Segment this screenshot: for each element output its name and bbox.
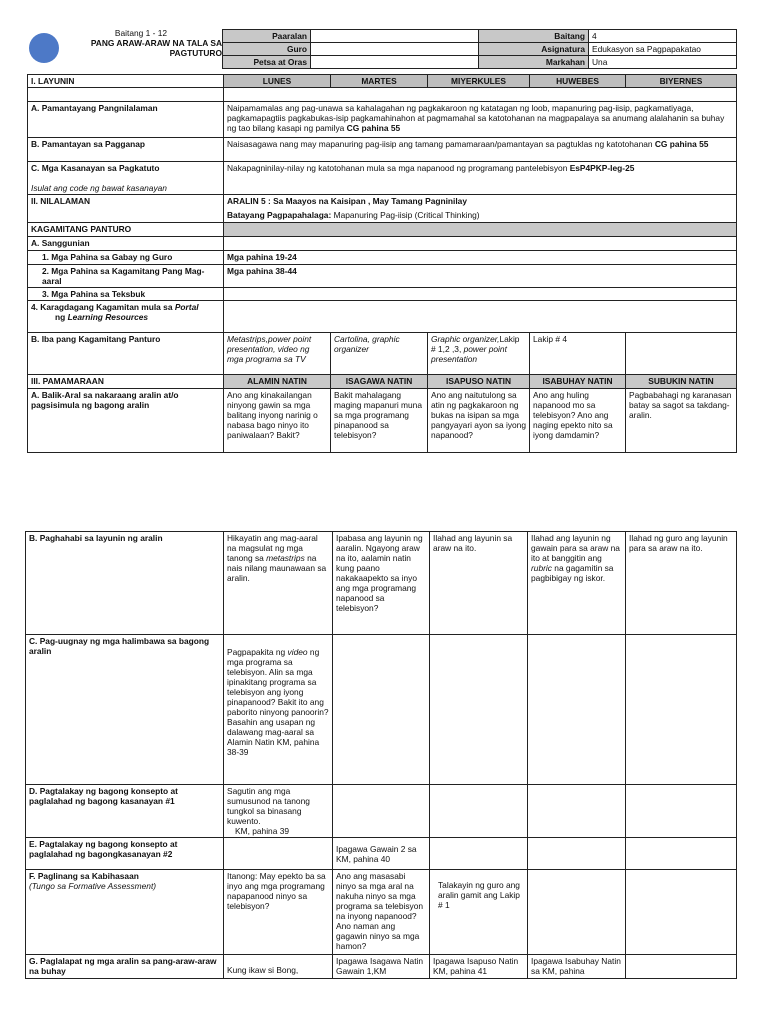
pamantayan-pagganap-label: B. Pamantayan sa Pagganap bbox=[28, 138, 224, 162]
kasanayan-sub: Isulat ang code ng bawat kasanayan bbox=[31, 183, 167, 193]
paghahabi-huwebes bbox=[528, 532, 626, 635]
karagdagang-text-3: ng bbox=[55, 312, 66, 322]
pagtalakay-1-label: D. Pagtalakay ng bagong konsepto at paglalahad ng bagong kasanayan #1 bbox=[26, 785, 224, 838]
pamantayang-pangnilalaman-label: A. Pamantayang Pangnilalaman bbox=[28, 102, 224, 138]
paghahabi-lunes-2: metastrips bbox=[266, 553, 305, 563]
kasanayan-code: EsP4PKP-Ieg-25 bbox=[569, 163, 635, 173]
iba-huwebes: Lakip # 4 bbox=[530, 333, 626, 375]
paghahabi-martes: Ipabasa ang layunin ng aaralin. Ngayong araw na ito, aalamin natin kung paano nakakaapekto sa inyo ang mga programang napanood sa telebisyon? bbox=[333, 532, 430, 635]
paaralan-field[interactable] bbox=[311, 30, 479, 43]
iba-martes: Cartolina, graphic organizer bbox=[331, 333, 428, 375]
paghahabi-lunes bbox=[224, 532, 333, 635]
baitang-label: Baitang bbox=[479, 30, 589, 43]
blank-cell bbox=[528, 838, 626, 870]
title-line-1: PANG ARAW-ARAW NA TALA SA bbox=[90, 38, 222, 48]
batayang-value: Mapanuring Pag-iisip (Critical Thinking) bbox=[333, 210, 480, 220]
day-lunes: LUNES bbox=[224, 75, 331, 88]
balik-huwebes: Ano ang huling napanood mo sa telebisyon? Ano ang naging epekto nito sa iyong damdamin? bbox=[530, 389, 626, 453]
pag-uugnay-lunes bbox=[224, 635, 333, 785]
balik-lunes: Ano ang kinakailangan ninyong gawin sa mga balitang inyong narinig o nabasa bago ninyo ito paniwalaan? Bakit? bbox=[224, 389, 331, 453]
pamantayang-pangnilalaman-text bbox=[224, 102, 737, 138]
paghahabi-huw-1: Ilahad ang layunin ng gawain para sa araw na ito at banggitin ang bbox=[531, 533, 620, 563]
balik-biyernes: Pagbabahagi ng karanasan batay sa sagot sa takdang-aralin. bbox=[626, 389, 737, 453]
day-huwebes: HUWEBES bbox=[530, 75, 626, 88]
balik-miyerkules: Ano ang naitutulong sa atin ng pagkakaroon ng bukas na isipan sa mga pangyayari ayon sa iyong napanood? bbox=[428, 389, 530, 453]
pamantayang-pangnilalaman-ref: CG pahina 55 bbox=[346, 123, 401, 133]
paghahabi-huw-2: rubric bbox=[531, 563, 552, 573]
pamamaraan-label: III. PAMAMARAAN bbox=[28, 375, 224, 389]
day-biyernes: BIYERNES bbox=[626, 75, 737, 88]
blank-cell bbox=[333, 785, 430, 838]
kasanayan-body: Nakapagninilay-nilay ng katotohanan mula sa mga napanood ng programang pantelebisyon bbox=[227, 163, 568, 173]
pagtalakay-1-lunes-ref: KM, pahina 39 bbox=[235, 826, 290, 836]
karagdagang-text-1: 4. Karagdagang Kagamitan mula sa bbox=[31, 302, 173, 312]
pag-uugnay-lunes-2: video bbox=[287, 647, 308, 657]
markahan-label: Markahan bbox=[479, 56, 589, 69]
school-logo bbox=[29, 33, 59, 63]
petsa-field[interactable] bbox=[311, 56, 479, 69]
blank-cell bbox=[224, 838, 333, 870]
lesson-table-2 bbox=[25, 531, 737, 979]
blank-cell bbox=[626, 333, 737, 375]
kagamitan-label: KAGAMITANG PANTURO bbox=[28, 223, 224, 237]
blank-cell bbox=[528, 635, 626, 785]
balik-aral-label: A. Balik-Aral sa nakaraang aralin at/o pagsisimula ng bagong aralin bbox=[28, 389, 224, 453]
phase-subukin: SUBUKIN NATIN bbox=[626, 375, 737, 389]
petsa-label: Petsa at Oras bbox=[223, 56, 311, 69]
karagdagang-label bbox=[28, 301, 224, 333]
pag-uugnay-label: C. Pag-uugnay ng mga halimbawa sa bagong aralin bbox=[26, 635, 224, 785]
blank-cell bbox=[528, 870, 626, 955]
blank-cell bbox=[626, 635, 737, 785]
pamantayang-pangnilalaman-body: Naipamamalas ang pag-unawa sa kahalagahan ng pagkakaroon ng katatagan ng loob, mapanuring pag-iisip, pagkamatiyaga, pagkamapagtiis pagkabukas-isip pagkamahinahon at pagmamahal sa katotohanan na magpapalaya sa anumang alalahanin sa buhay ng tao bilang kasapi ng pamilya bbox=[227, 103, 725, 133]
pamantayan-pagganap-body: Naisasagawa nang may mapanuring pag-iisip ang tamang pamamaraan/pamantayan sa pagtuklas ng katotohanan bbox=[227, 139, 653, 149]
paglalapat-huwebes: Ipagawa Isabuhay Natin sa KM, pahina bbox=[528, 955, 626, 979]
aralin-title: ARALIN 5 : Sa Maayos na Kaisipan , May Tamang Pagninilay bbox=[227, 196, 467, 206]
paaralan-label: Paaralan bbox=[223, 30, 311, 43]
kasanayan-label-cell bbox=[28, 162, 224, 195]
asignatura-label: Asignatura bbox=[479, 43, 589, 56]
pag-uugnay-lunes-1: Pagpapakita ng bbox=[227, 647, 286, 657]
paghahabi-biyernes: Ilahad ng guro ang layunin para sa araw na ito. bbox=[626, 532, 737, 635]
blank-cell bbox=[430, 635, 528, 785]
paglalapat-lunes: Kung ikaw si Bong, bbox=[224, 955, 333, 979]
kasanayan-label: C. Mga Kasanayan sa Pagkatuto bbox=[31, 163, 160, 173]
paglalapat-label: G. Paglalapat ng mga aralin sa pang-araw-araw na buhay bbox=[26, 955, 224, 979]
paglinang-miyerkules: Talakayin ng guro ang aralin gamit ang Lakip # 1 bbox=[430, 870, 528, 955]
kasanayan-text bbox=[224, 162, 737, 195]
mag-aaral-label: 2. Mga Pahina sa Kagamitang Pang Mag-aaral bbox=[28, 265, 224, 288]
iba-miyerkules bbox=[428, 333, 530, 375]
header-info-table bbox=[222, 29, 737, 69]
paghahabi-label: B. Paghahabi sa layunin ng aralin bbox=[26, 532, 224, 635]
blank-cell bbox=[28, 88, 224, 102]
blank-cell bbox=[333, 635, 430, 785]
iba-label: B. Iba pang Kagamitang Panturo bbox=[28, 333, 224, 375]
kagamitan-shaded bbox=[224, 223, 737, 237]
blank-cell bbox=[224, 237, 737, 251]
asignatura-field[interactable]: Edukasyon sa Pagpapakatao bbox=[589, 43, 737, 56]
pag-uugnay-lunes-3: ng mga programa sa telebisyon. Alin sa mga ipinakitang programa sa telebisyon ang iyong pinapanood? Bakit ito ang paborito ninyong panoorin? bbox=[227, 647, 329, 717]
paglinang-lunes: Itanong: May epekto ba sa inyo ang mga programang napapanood ninyo sa telebisyon? bbox=[224, 870, 333, 955]
karagdagang-text-2: Portal bbox=[174, 302, 199, 312]
paglinang-martes: Ano ang masasabi ninyo sa mga aral na nakuha ninyo sa mga programa sa telebisyon na inyong napanood? Ano naman ang gagawin ninyo sa mga hamon? bbox=[333, 870, 430, 955]
pamantayan-pagganap-text bbox=[224, 138, 737, 162]
title-line-2: PAGTUTURO bbox=[169, 48, 222, 58]
blank-cell bbox=[224, 288, 737, 301]
phase-isapuso: ISAPUSO NATIN bbox=[428, 375, 530, 389]
gabay-value: Mga pahina 19-24 bbox=[224, 251, 737, 265]
blank-cell bbox=[430, 785, 528, 838]
paghahabi-huw-3: na gagamitin sa pagbibigay ng iskor. bbox=[531, 563, 614, 583]
blank-cell bbox=[528, 785, 626, 838]
paghahabi-lunes-3: na nais nilang maunawaan sa aralin. bbox=[227, 553, 327, 583]
nilalaman-label: II. NILALAMAN bbox=[28, 195, 224, 223]
pagtalakay-2-martes: Ipagawa Gawain 2 sa KM, pahina 40 bbox=[333, 838, 430, 870]
sanggunian-label: A. Sanggunian bbox=[28, 237, 224, 251]
lesson-table-1 bbox=[27, 74, 737, 453]
pag-uugnay-lunes-4: Basahin ang usapan ng dalawang mag-aaral sa Alamin Natin KM, pahina 38-39 bbox=[227, 717, 320, 757]
guro-label: Guro bbox=[223, 43, 311, 56]
iba-miy-2: Lakip # 1,2 ,3, bbox=[431, 334, 520, 354]
teksbuk-label: 3. Mga Pahina sa Teksbuk bbox=[28, 288, 224, 301]
blank-cell bbox=[626, 955, 737, 979]
pagtalakay-1-lunes-text: Sagutin ang mga sumusunod na tanong tungkol sa binasang kuwento. bbox=[227, 786, 310, 826]
paghahabi-lunes-1: Hikayatin ang mag-aaral na magsulat ng mga tanong sa bbox=[227, 533, 318, 563]
nilalaman-text bbox=[224, 195, 737, 223]
pamantayan-pagganap-ref: CG pahina 55 bbox=[654, 139, 709, 149]
paglalapat-martes: Ipagawa Isagawa Natin Gawain 1,KM bbox=[333, 955, 430, 979]
blank-cell bbox=[224, 301, 737, 333]
mag-aaral-value: Mga pahina 38-44 bbox=[224, 265, 737, 288]
paglalapat-miyerkules: Ipagawa Isapuso Natin KM, pahina 41 bbox=[430, 955, 528, 979]
document-title bbox=[60, 28, 222, 58]
guro-field[interactable] bbox=[311, 43, 479, 56]
blank-cell bbox=[626, 870, 737, 955]
grade-range: Baitang 1 - 12 bbox=[114, 28, 168, 38]
batayang-label: Batayang Pagpapahalaga: bbox=[227, 210, 332, 220]
phase-isagawa: ISAGAWA NATIN bbox=[331, 375, 428, 389]
gabay-label: 1. Mga Pahina sa Gabay ng Guro bbox=[28, 251, 224, 265]
iba-lunes: Metastrips,power point presentation, video ng mga programa sa TV bbox=[224, 333, 331, 375]
paglinang-sub: (Tungo sa Formative Assessment) bbox=[29, 881, 157, 891]
day-miyerkules: MIYERKULES bbox=[428, 75, 530, 88]
blank-cell bbox=[626, 785, 737, 838]
layunin-heading: I. LAYUNIN bbox=[28, 75, 224, 88]
phase-alamin: ALAMIN NATIN bbox=[224, 375, 331, 389]
iba-miy-1: Graphic organizer, bbox=[431, 334, 500, 344]
balik-martes: Bakit mahalagang maging mapanuri muna sa mga programang pinapanood sa telebisyon? bbox=[331, 389, 428, 453]
iba-miy-3: power point presentation bbox=[431, 344, 507, 364]
phase-isabuhay: ISABUHAY NATIN bbox=[530, 375, 626, 389]
blank-cell bbox=[224, 88, 737, 102]
markahan-field[interactable]: Una bbox=[589, 56, 737, 69]
blank-cell bbox=[626, 838, 737, 870]
day-martes: MARTES bbox=[331, 75, 428, 88]
paglinang-label-cell bbox=[26, 870, 224, 955]
pagtalakay-2-label: E. Pagtalakay ng bagong konsepto at paglalahad ng bagongkasanayan #2 bbox=[26, 838, 224, 870]
paghahabi-miyerkules: Ilahad ang layunin sa araw na ito. bbox=[430, 532, 528, 635]
pagtalakay-1-lunes bbox=[224, 785, 333, 838]
baitang-field[interactable]: 4 bbox=[589, 30, 737, 43]
paglinang-label: F. Paglinang sa Kabihasaan bbox=[29, 871, 139, 881]
karagdagang-text-4: Learning Resources bbox=[67, 312, 149, 322]
blank-cell bbox=[430, 838, 528, 870]
